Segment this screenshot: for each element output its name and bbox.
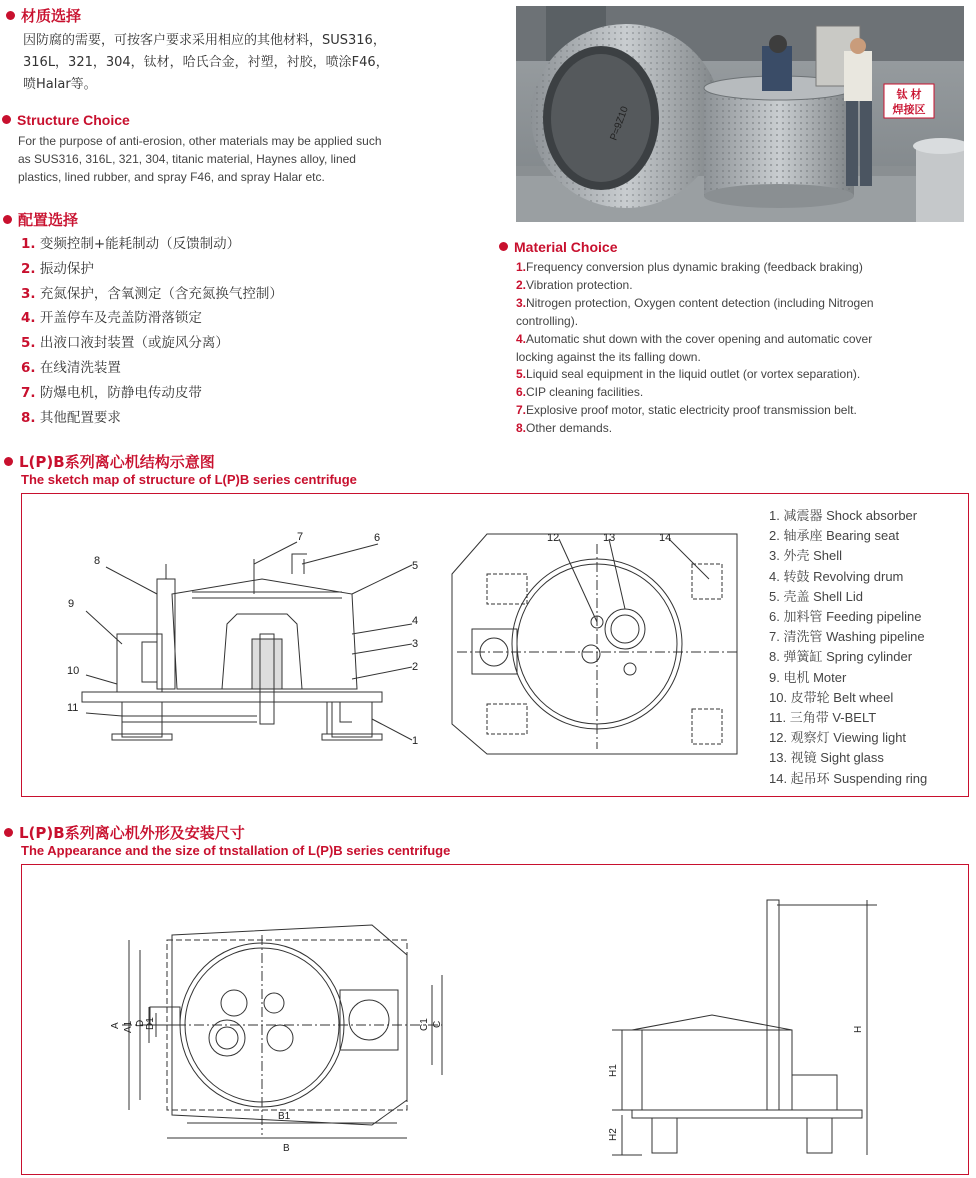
svg-text:焊接区: 焊接区 [892, 104, 926, 116]
legend-item: 1. 减震器 Shock absorber [769, 508, 918, 523]
callout-10: 10 [67, 665, 80, 677]
bullet-icon [3, 215, 12, 224]
sketch-legend [769, 506, 927, 789]
structure-title: Structure Choice [2, 110, 130, 129]
callout-12: 12 [547, 532, 560, 544]
sketch-side-view [22, 494, 452, 794]
svg-text:H1: H1 [608, 1064, 619, 1077]
legend-item: 5. 壳盖 Shell Lid [769, 588, 863, 604]
legend-item: 12. 观察灯 Viewing light [769, 730, 907, 746]
config-title: 配置选择 [3, 209, 78, 230]
svg-text:H: H [853, 1025, 864, 1033]
callout-7: 7 [297, 531, 304, 543]
list-item: 7.Explosive proof motor, static electricity proof transmission belt. [516, 403, 857, 418]
sketch-title-cn: L(P)B系列离心机结构示意图 [4, 451, 215, 472]
legend-item: 11. 三角带 V-BELT [769, 710, 877, 726]
install-top-view [22, 865, 502, 1170]
config-list [21, 232, 481, 430]
legend-item: 6. 加料管 Feeding pipeline [769, 609, 922, 625]
legend-item: 13. 视镜 Sight glass [769, 750, 884, 766]
list-item: 6. 在线清洗装置 [21, 359, 121, 376]
callout-2: 2 [412, 661, 419, 673]
sketch-title-en: The sketch map of structure of L(P)B series centrifuge [21, 472, 357, 487]
legend-item: 4. 转鼓 Revolving drum [769, 568, 904, 584]
callout-9: 9 [68, 598, 75, 610]
svg-text:D: D [135, 1019, 146, 1027]
callout-8: 8 [94, 555, 101, 567]
callout-11: 11 [67, 702, 79, 714]
install-title-en: The Appearance and the size of tnstallation of L(P)B series centrifuge [21, 843, 451, 858]
list-item: 3. 充氮保护，含氧测定（含充氮换气控制） [21, 285, 283, 302]
list-item: 6.CIP cleaning facilities. [516, 385, 644, 400]
list-item: locking against the its falling down. [516, 349, 701, 364]
material-body-cn: 因防腐的需要，可按客户要求采用相应的其他材料，SUS316， 316L，321，304，钛材，哈氏合金，衬塑，衬胶，喷涂F46， 喷Halar等。 [23, 33, 389, 92]
svg-text:B: B [283, 1143, 290, 1154]
svg-text:P=9Z10: P=9Z10 [608, 105, 631, 143]
list-item: 4.Automatic shut down with the cover opening and automatic cover [516, 331, 873, 346]
material-choice-title: Material Choice [499, 237, 617, 256]
list-item: 4. 开盖停车及壳盖防滑落锁定 [21, 310, 202, 327]
list-item: 8. 其他配置要求 [21, 409, 121, 426]
bullet-icon [4, 457, 13, 466]
sketch-frame [21, 493, 969, 797]
callout-5: 5 [412, 560, 419, 572]
material-choice-list [516, 259, 968, 438]
install-frame [21, 864, 969, 1175]
list-item: 3.Nitrogen protection, Oxygen content detection (including Nitrogen [516, 295, 874, 310]
sketch-top-view [447, 494, 757, 794]
legend-item: 3. 外壳 Shell [769, 548, 842, 564]
callout-3: 3 [412, 638, 419, 650]
bullet-icon [2, 115, 11, 124]
list-item: 2. 振动保护 [21, 260, 94, 277]
structure-body-en: For the purpose of anti-erosion, other materials may be applied such as SUS316, 316L, 321, 304, titanic material, Haynes alloy, lined plastics, lined rubber, and spray F46, and spray Halar etc. [18, 134, 382, 184]
callout-6: 6 [374, 532, 381, 544]
legend-item: 10. 皮带轮 Belt wheel [769, 689, 894, 705]
callout-4: 4 [412, 615, 419, 627]
svg-text:B1: B1 [278, 1111, 291, 1122]
factory-photo [516, 6, 964, 222]
legend-item: 2. 轴承座 Bearing seat [769, 528, 900, 544]
svg-text:C1: C1 [419, 1018, 430, 1031]
svg-text:H2: H2 [608, 1128, 619, 1141]
legend-item: 14. 起吊环 Suspending ring [769, 770, 928, 786]
svg-text:A1: A1 [123, 1020, 134, 1033]
list-item: 8.Other demands. [516, 421, 613, 436]
bullet-icon [499, 242, 508, 251]
callout-1: 1 [412, 735, 419, 747]
list-item: 2.Vibration protection. [516, 277, 633, 292]
install-side-view [582, 865, 922, 1170]
legend-item: 8. 弹簧缸 Spring cylinder [769, 649, 913, 665]
list-item: controlling). [516, 313, 579, 328]
callout-13: 13 [603, 532, 616, 544]
list-item: 5.Liquid seal equipment in the liquid outlet (or vortex separation). [516, 367, 861, 382]
bullet-icon [6, 11, 15, 20]
install-title-cn: L(P)B系列离心机外形及安装尺寸 [4, 822, 245, 843]
callout-14: 14 [659, 532, 672, 544]
svg-text:钛 材: 钛 材 [896, 89, 922, 101]
legend-item: 9. 电机 Moter [769, 669, 847, 685]
list-item: 5. 出液口液封装置（或旋风分离） [21, 335, 229, 352]
legend-item: 7. 清洗管 Washing pipeline [769, 629, 925, 645]
svg-text:C: C [432, 1020, 443, 1028]
svg-text:A: A [110, 1022, 121, 1029]
list-item: 7. 防爆电机，防静电传动皮带 [21, 384, 202, 401]
list-item: 1.Frequency conversion plus dynamic braking (feedback braking) [516, 260, 863, 274]
material-title: 材质选择 [6, 5, 81, 26]
list-item: 1. 变频控制+能耗制动（反馈制动） [21, 236, 241, 252]
bullet-icon [4, 828, 13, 837]
svg-text:D1: D1 [145, 1017, 156, 1030]
